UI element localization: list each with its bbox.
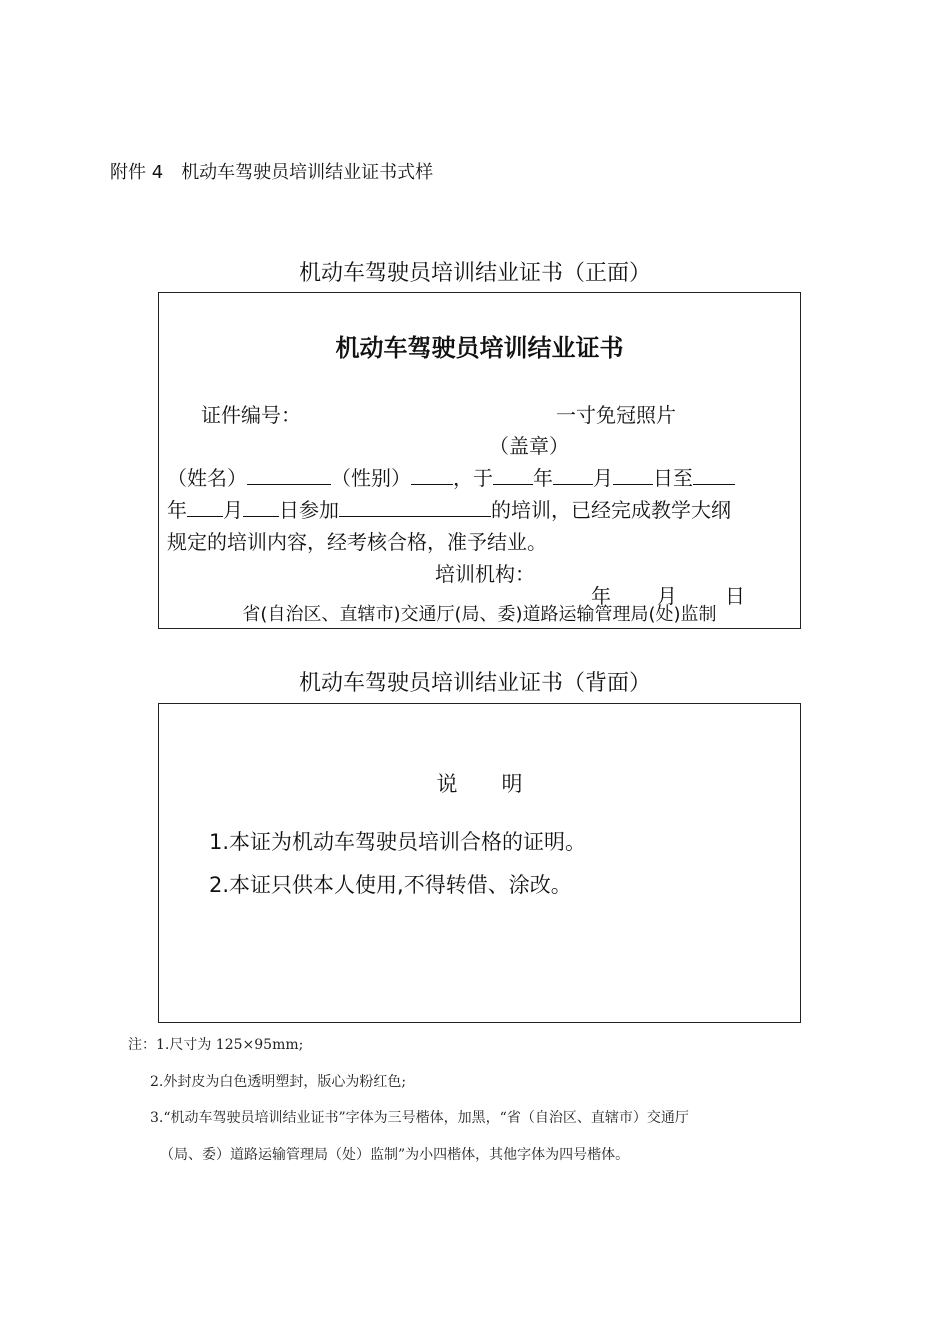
gender-label: （性别） <box>331 466 411 490</box>
end-month-blank <box>187 496 223 517</box>
training-text: 的培训，已经完成教学大纲 <box>491 498 731 522</box>
attachment-title: 机动车驾驶员培训结业证书式样 <box>181 162 434 183</box>
certificate-front <box>158 292 801 629</box>
note-2: 2.外封皮为白色透明塑封，版心为粉红色; <box>150 1074 407 1090</box>
from-label: ，于 <box>453 466 493 490</box>
issue-date-year: 年 <box>591 584 611 608</box>
back-section-title: 机动车驾驶员培训结业证书（背面） <box>298 671 651 696</box>
explanation-heading-part-2: 明 <box>501 772 523 796</box>
supervisor-line: 省(自治区、直辖市)交通厅(局、委)道路运输管理局(处)监制 <box>242 604 717 625</box>
note-1: 注：1.尺寸为 125×95mm; <box>128 1037 304 1053</box>
seal-label: （盖章） <box>489 434 569 458</box>
year-label: 年 <box>533 466 553 490</box>
name-label: （姓名） <box>167 466 247 490</box>
fill-line-2 <box>167 494 731 523</box>
month-label: 月 <box>593 466 613 490</box>
training-type-blank <box>339 496 491 517</box>
note-3-line-2: （局、委）道路运输管理局（处）监制”为小四楷体，其他字体为四号楷体。 <box>160 1147 630 1163</box>
start-day-blank <box>613 464 653 485</box>
explanation-item-1: 1.本证为机动车驾驶员培训合格的证明。 <box>209 830 587 854</box>
gender-blank <box>411 464 453 485</box>
end-year-blank <box>693 464 735 485</box>
front-section-title: 机动车驾驶员培训结业证书（正面） <box>298 261 651 286</box>
month-label: 月 <box>223 498 243 522</box>
day-join-label: 日参加 <box>279 498 339 522</box>
start-year-blank <box>493 464 533 485</box>
explanation-item-2: 2.本证只供本人使用,不得转借、涂改。 <box>209 873 572 897</box>
year-label: 年 <box>167 498 187 522</box>
issue-date-day: 日 <box>725 584 745 608</box>
certificate-number-label: 证件编号： <box>201 403 301 427</box>
fill-line-1 <box>167 462 735 491</box>
note-3-line-1: 3.“机动车驾驶员培训结业证书”字体为三号楷体，加黑，“省（自治区、直辖市）交通厅 <box>150 1110 689 1126</box>
training-org-label: 培训机构： <box>435 562 535 586</box>
explanation-heading <box>159 768 800 798</box>
attachment-header <box>110 158 433 184</box>
end-day-blank <box>243 496 279 517</box>
attachment-number: 附件 4 <box>110 162 164 183</box>
issue-date-month: 月 <box>657 584 677 608</box>
completion-statement: 规定的培训内容，经考核合格，准予结业。 <box>167 530 547 554</box>
day-to-label: 日至 <box>653 466 693 490</box>
photo-placeholder-label: 一寸免冠照片 <box>556 403 676 427</box>
certificate-title: 机动车驾驶员培训结业证书 <box>335 334 624 362</box>
explanation-heading-part-1: 说 <box>436 772 458 796</box>
name-blank <box>247 464 331 485</box>
certificate-back <box>158 703 801 1023</box>
start-month-blank <box>553 464 593 485</box>
